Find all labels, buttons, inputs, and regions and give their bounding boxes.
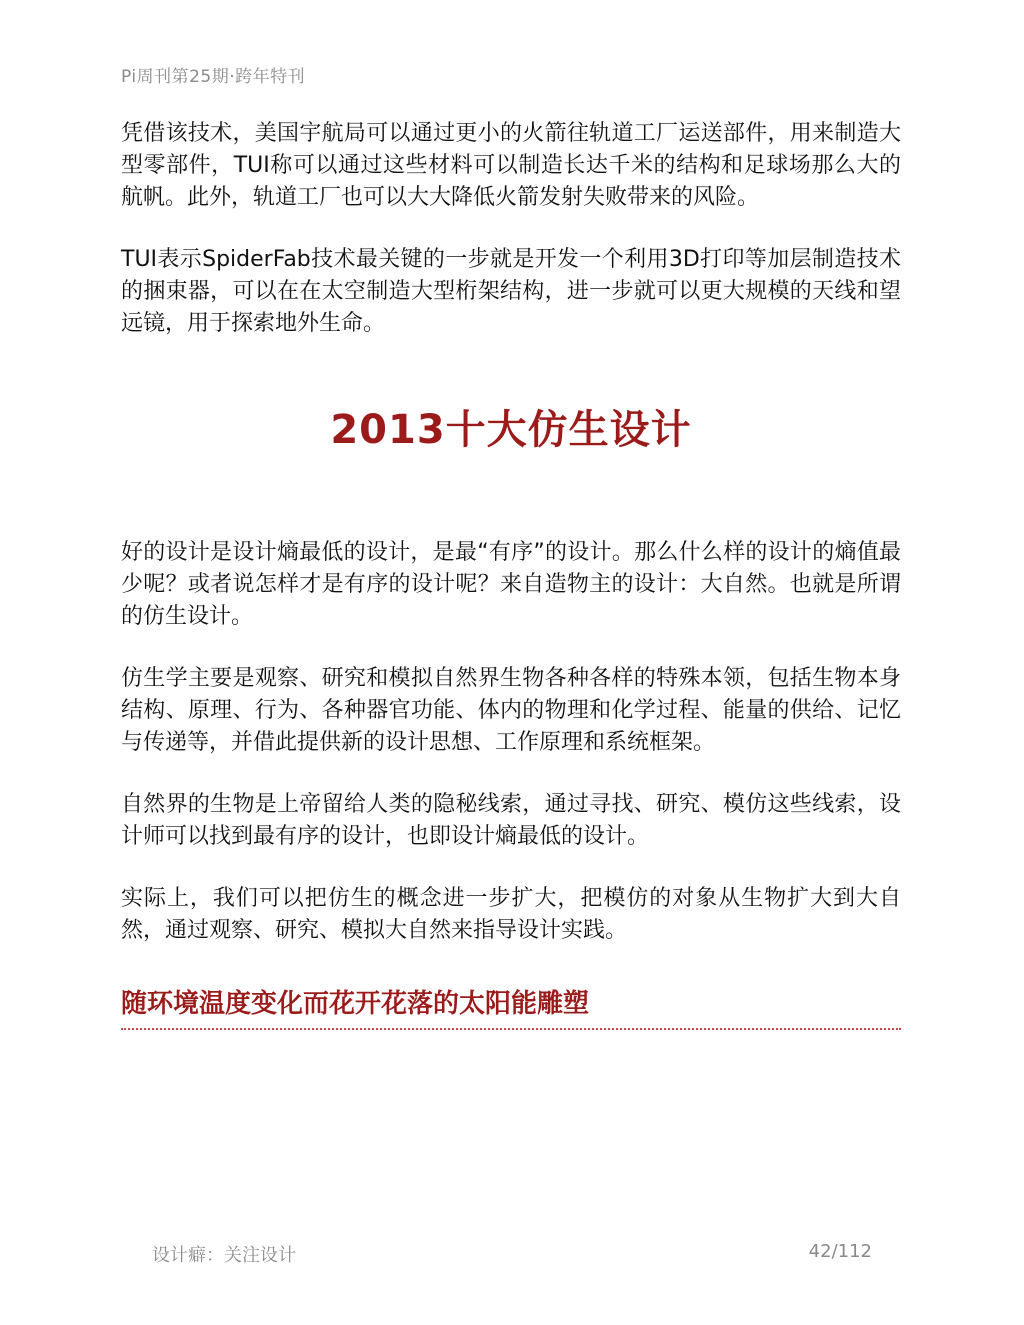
footer-site-tagline: 设计癖：关注设计 <box>152 1245 296 1266</box>
paragraph: TUI表示SpiderFab技术最关键的一步就是开发一个利用3D打印等加层制造技术的捆束器，可以在在太空制造大型桁架结构，进一步就可以更大规模的天线和望远镜，用于探索地外生命。 <box>121 247 901 336</box>
paragraph: 自然界的生物是上帝留给人类的隐秘线索，通过寻找、研究、模仿这些线索，设计师可以找到最有序的设计，也即设计熵最低的设计。 <box>121 792 901 849</box>
paragraph: 好的设计是设计熵最低的设计，是最“有序”的设计。那么什么样的设计的熵值最少呢？或者说怎样才是有序的设计呢？来自造物主的设计：大自然。也就是所谓的仿生设计。 <box>121 540 901 629</box>
page-number: 42/112 <box>808 1241 872 1262</box>
running-header: Pi周刊第25期·跨年特刊 <box>121 67 306 87</box>
sub-heading: 随环境温度变化而花开花落的太阳能雕塑 <box>121 983 901 1030</box>
paragraph: 实际上，我们可以把仿生的概念进一步扩大，把模仿的对象从生物扩大到大自然，通过观察、研究、模拟大自然来指导设计实践。 <box>121 886 901 943</box>
paragraph: 仿生学主要是观察、研究和模拟自然界生物各种各样的特殊本领，包括生物本身结构、原理、行为、各种器官功能、体内的物理和化学过程、能量的供给、记忆与传递等，并借此提供新的设计思想、工作原理和系统框架。 <box>121 666 901 755</box>
page-content <box>121 118 901 1030</box>
section-title: 2013十大仿生设计 <box>330 407 692 453</box>
paragraph: 凭借该技术，美国宇航局可以通过更小的火箭往轨道工厂运送部件，用来制造大型零部件，TUI称可以通过这些材料可以制造长达千米的结构和足球场那么大的航帆。此外，轨道工厂也可以大大降低火箭发射失败带来的风险。 <box>121 121 901 210</box>
